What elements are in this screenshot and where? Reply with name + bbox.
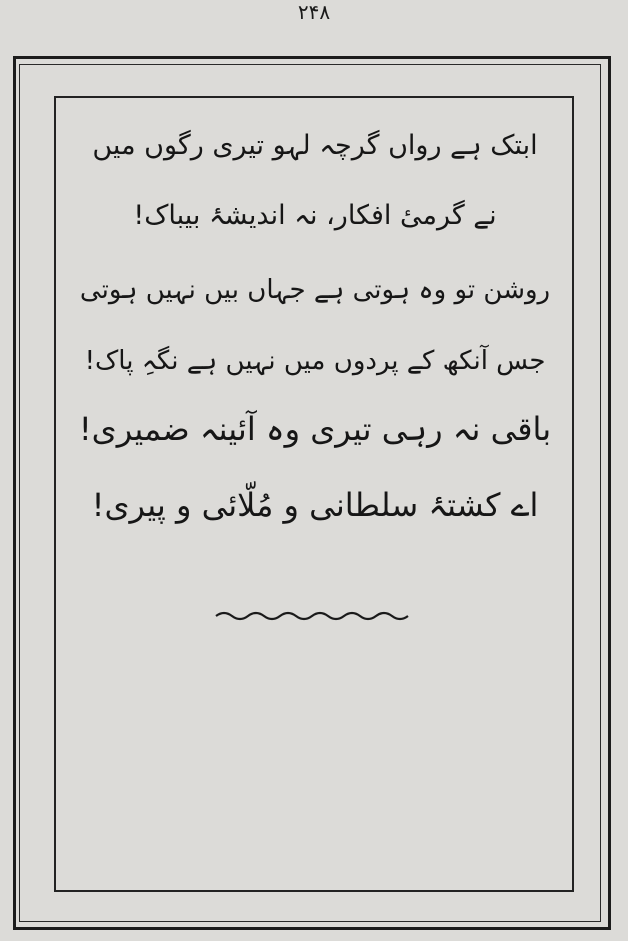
poem-text [60,120,570,560]
verse-line-4: جس آنکھ کے پردوں میں نہیں ہے نگہِ پاک! [84,346,546,376]
wavy-separator-ornament [214,606,414,626]
page-number: ۲۴۸ [297,0,331,24]
verse-line-3: روشن تو وہ ہوتی ہے جہاں بیں نہیں ہوتی [79,275,551,305]
verse-line-5: باقی نہ رہی تیری وہ آئینہ ضمیری! [78,410,552,448]
verse-line-6: اے کشتۂ سلطانی و مُلّائی و پیری! [91,486,539,524]
verse-line-1: ابتک ہے رواں گرچہ لہو تیری رگوں میں [92,130,538,161]
verse-line-2: نے گرمیٔ افکار، نہ اندیشۂ بیباک! [133,200,497,231]
